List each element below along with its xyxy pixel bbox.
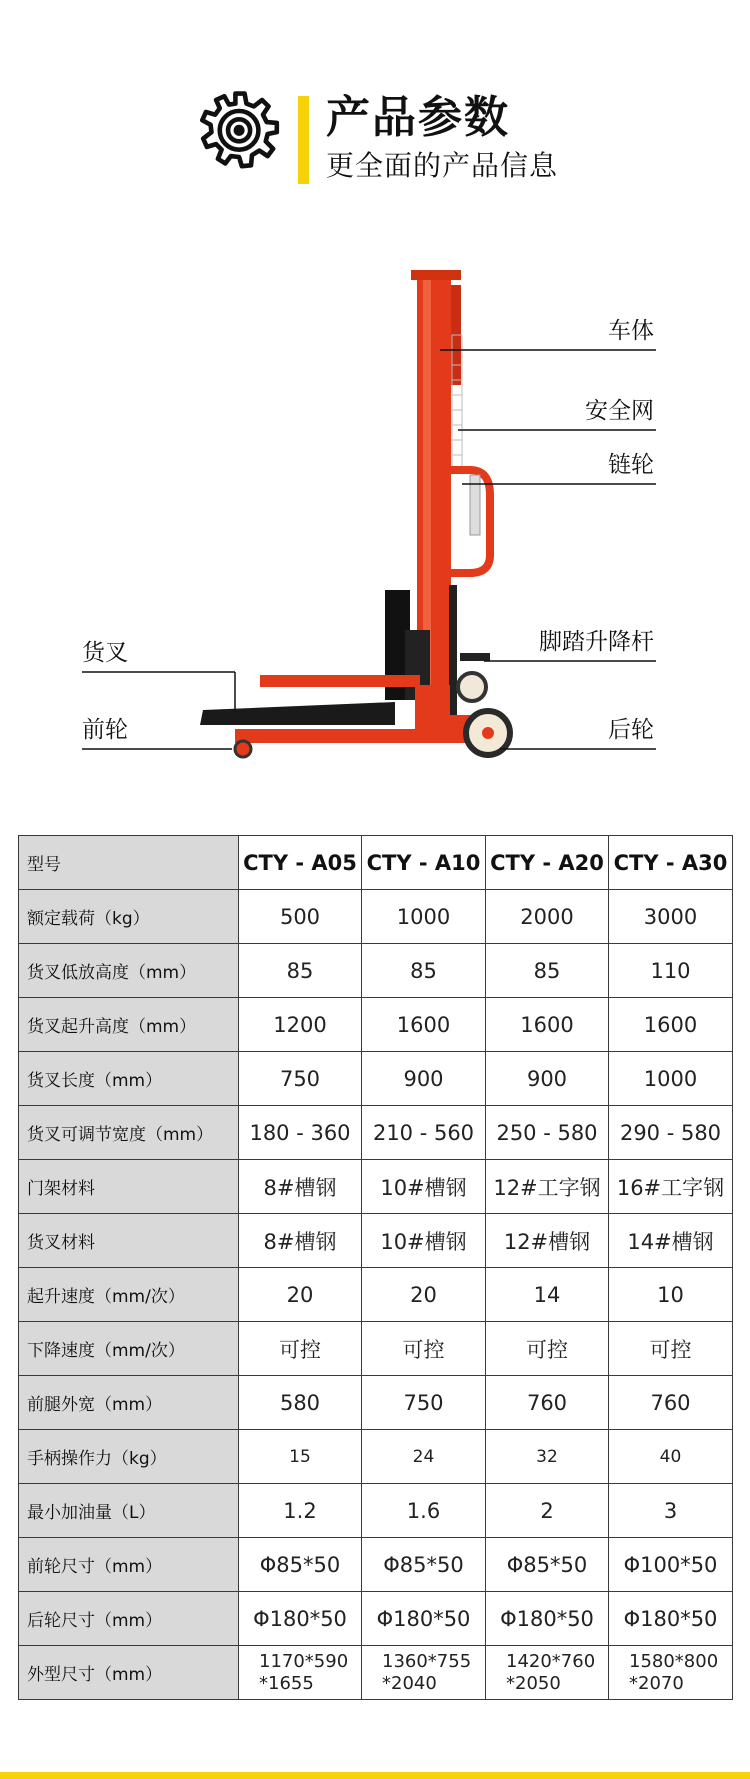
row-value: Φ180*50 — [239, 1592, 362, 1646]
row-value: Φ180*50 — [362, 1592, 486, 1646]
row-value: 1200 — [239, 998, 362, 1052]
row-value: 10 — [609, 1268, 733, 1322]
table-row — [19, 1592, 733, 1646]
table-row — [19, 1322, 733, 1376]
row-value: 1600 — [609, 998, 733, 1052]
dimension-line: *1655 — [259, 1672, 314, 1694]
callout-body: 车体 — [608, 318, 654, 344]
row-value: 1.2 — [239, 1484, 362, 1538]
row-label: 手柄操作力（kg） — [19, 1430, 239, 1484]
dimension-line: 1170*590 — [259, 1650, 349, 1672]
fork — [200, 702, 395, 725]
table-row — [19, 1646, 733, 1700]
product-diagram — [0, 255, 750, 775]
row-value: 8#槽钢 — [239, 1214, 362, 1268]
row-value: 8#槽钢 — [239, 1160, 362, 1214]
row-value: 12#工字钢 — [486, 1160, 609, 1214]
row-label: 最小加油量（L） — [19, 1484, 239, 1538]
model-cell: CTY - A05 — [239, 836, 362, 890]
accent-bar — [298, 96, 309, 184]
row-value: 1600 — [486, 998, 609, 1052]
row-value: 2000 — [486, 890, 609, 944]
callout-fork: 货叉 — [82, 640, 128, 666]
table-header-row — [19, 836, 733, 890]
row-value: 16#工字钢 — [609, 1160, 733, 1214]
row-value: Φ180*50 — [609, 1592, 733, 1646]
section-header — [0, 0, 750, 200]
row-value: 760 — [486, 1376, 609, 1430]
table-row — [19, 890, 733, 944]
row-label: 货叉起升高度（mm） — [19, 998, 239, 1052]
table-row — [19, 1268, 733, 1322]
row-label: 前腿外宽（mm） — [19, 1376, 239, 1430]
row-label: 货叉低放高度（mm） — [19, 944, 239, 998]
callout-safety-net: 安全网 — [585, 398, 654, 424]
row-value: 1600 — [362, 998, 486, 1052]
row-value: 32 — [486, 1430, 609, 1484]
row-value: 可控 — [609, 1322, 733, 1376]
row-value: 可控 — [486, 1322, 609, 1376]
row-value: 250 - 580 — [486, 1106, 609, 1160]
row-label: 前轮尺寸（mm） — [19, 1538, 239, 1592]
row-value: Φ85*50 — [486, 1538, 609, 1592]
row-value: 760 — [609, 1376, 733, 1430]
row-label: 门架材料 — [19, 1160, 239, 1214]
callout-rear-wheel: 后轮 — [608, 717, 654, 743]
row-value — [362, 1646, 486, 1700]
lower-leg — [235, 729, 465, 743]
upper-leg — [260, 675, 420, 687]
row-value: 1.6 — [362, 1484, 486, 1538]
row-value: 14#槽钢 — [609, 1214, 733, 1268]
table-row — [19, 1538, 733, 1592]
row-value: 24 — [362, 1430, 486, 1484]
dimension-line: 1580*800 — [629, 1650, 719, 1672]
pedal — [460, 653, 490, 661]
row-value: 12#槽钢 — [486, 1214, 609, 1268]
row-value: 85 — [362, 944, 486, 998]
row-value: 210 - 560 — [362, 1106, 486, 1160]
row-value: 10#槽钢 — [362, 1214, 486, 1268]
row-value: 750 — [362, 1376, 486, 1430]
row-value: 180 - 360 — [239, 1106, 362, 1160]
dimension-line: 1420*760 — [506, 1650, 596, 1672]
callout-pedal: 脚踏升降杆 — [539, 629, 654, 655]
row-value: 290 - 580 — [609, 1106, 733, 1160]
row-value: 110 — [609, 944, 733, 998]
row-value: Φ100*50 — [609, 1538, 733, 1592]
row-value: 40 — [609, 1430, 733, 1484]
row-value: 20 — [239, 1268, 362, 1322]
model-cell: CTY - A20 — [486, 836, 609, 890]
row-value: 85 — [239, 944, 362, 998]
dimension-line: *2040 — [382, 1672, 437, 1694]
page-title: 产品参数 — [326, 92, 510, 143]
table-row — [19, 1106, 733, 1160]
row-value: 可控 — [239, 1322, 362, 1376]
row-value: 85 — [486, 944, 609, 998]
row-value: 3 — [609, 1484, 733, 1538]
row-value: 750 — [239, 1052, 362, 1106]
model-cell: CTY - A10 — [362, 836, 486, 890]
row-value: 3000 — [609, 890, 733, 944]
table-row — [19, 998, 733, 1052]
row-value: 14 — [486, 1268, 609, 1322]
row-value: 2 — [486, 1484, 609, 1538]
row-label: 货叉材料 — [19, 1214, 239, 1268]
row-label: 后轮尺寸（mm） — [19, 1592, 239, 1646]
row-value: 20 — [362, 1268, 486, 1322]
footer-accent-bar — [0, 1772, 750, 1779]
row-value: 可控 — [362, 1322, 486, 1376]
callout-sprocket: 链轮 — [608, 452, 654, 478]
header-label: 型号 — [19, 836, 239, 890]
row-value: Φ180*50 — [486, 1592, 609, 1646]
row-label: 货叉长度（mm） — [19, 1052, 239, 1106]
table-row — [19, 1052, 733, 1106]
row-value: 900 — [362, 1052, 486, 1106]
row-value: 580 — [239, 1376, 362, 1430]
table-row — [19, 1160, 733, 1214]
row-value: Φ85*50 — [362, 1538, 486, 1592]
dimension-line: 1360*755 — [382, 1650, 472, 1672]
front-wheel-shape — [235, 741, 251, 757]
model-cell: CTY - A30 — [609, 836, 733, 890]
dimension-line: *2070 — [629, 1672, 684, 1694]
row-label: 货叉可调节宽度（mm） — [19, 1106, 239, 1160]
gear-icon — [194, 88, 286, 180]
row-value: 900 — [486, 1052, 609, 1106]
row-value: 15 — [239, 1430, 362, 1484]
row-value: 1000 — [609, 1052, 733, 1106]
table-row — [19, 1430, 733, 1484]
row-label: 额定载荷（kg） — [19, 890, 239, 944]
table-row — [19, 1376, 733, 1430]
page-subtitle: 更全面的产品信息 — [326, 149, 559, 182]
table-row — [19, 1214, 733, 1268]
row-label: 外型尺寸（mm） — [19, 1646, 239, 1700]
table-row — [19, 1484, 733, 1538]
row-value — [486, 1646, 609, 1700]
row-value — [239, 1646, 362, 1700]
row-value — [609, 1646, 733, 1700]
row-value: Φ85*50 — [239, 1538, 362, 1592]
row-label: 起升速度（mm/次） — [19, 1268, 239, 1322]
spec-table — [18, 835, 733, 1700]
table-row — [19, 944, 733, 998]
row-label: 下降速度（mm/次） — [19, 1322, 239, 1376]
row-value: 1000 — [362, 890, 486, 944]
row-value: 500 — [239, 890, 362, 944]
row-value: 10#槽钢 — [362, 1160, 486, 1214]
callout-front-wheel: 前轮 — [82, 717, 128, 743]
dimension-line: *2050 — [506, 1672, 561, 1694]
